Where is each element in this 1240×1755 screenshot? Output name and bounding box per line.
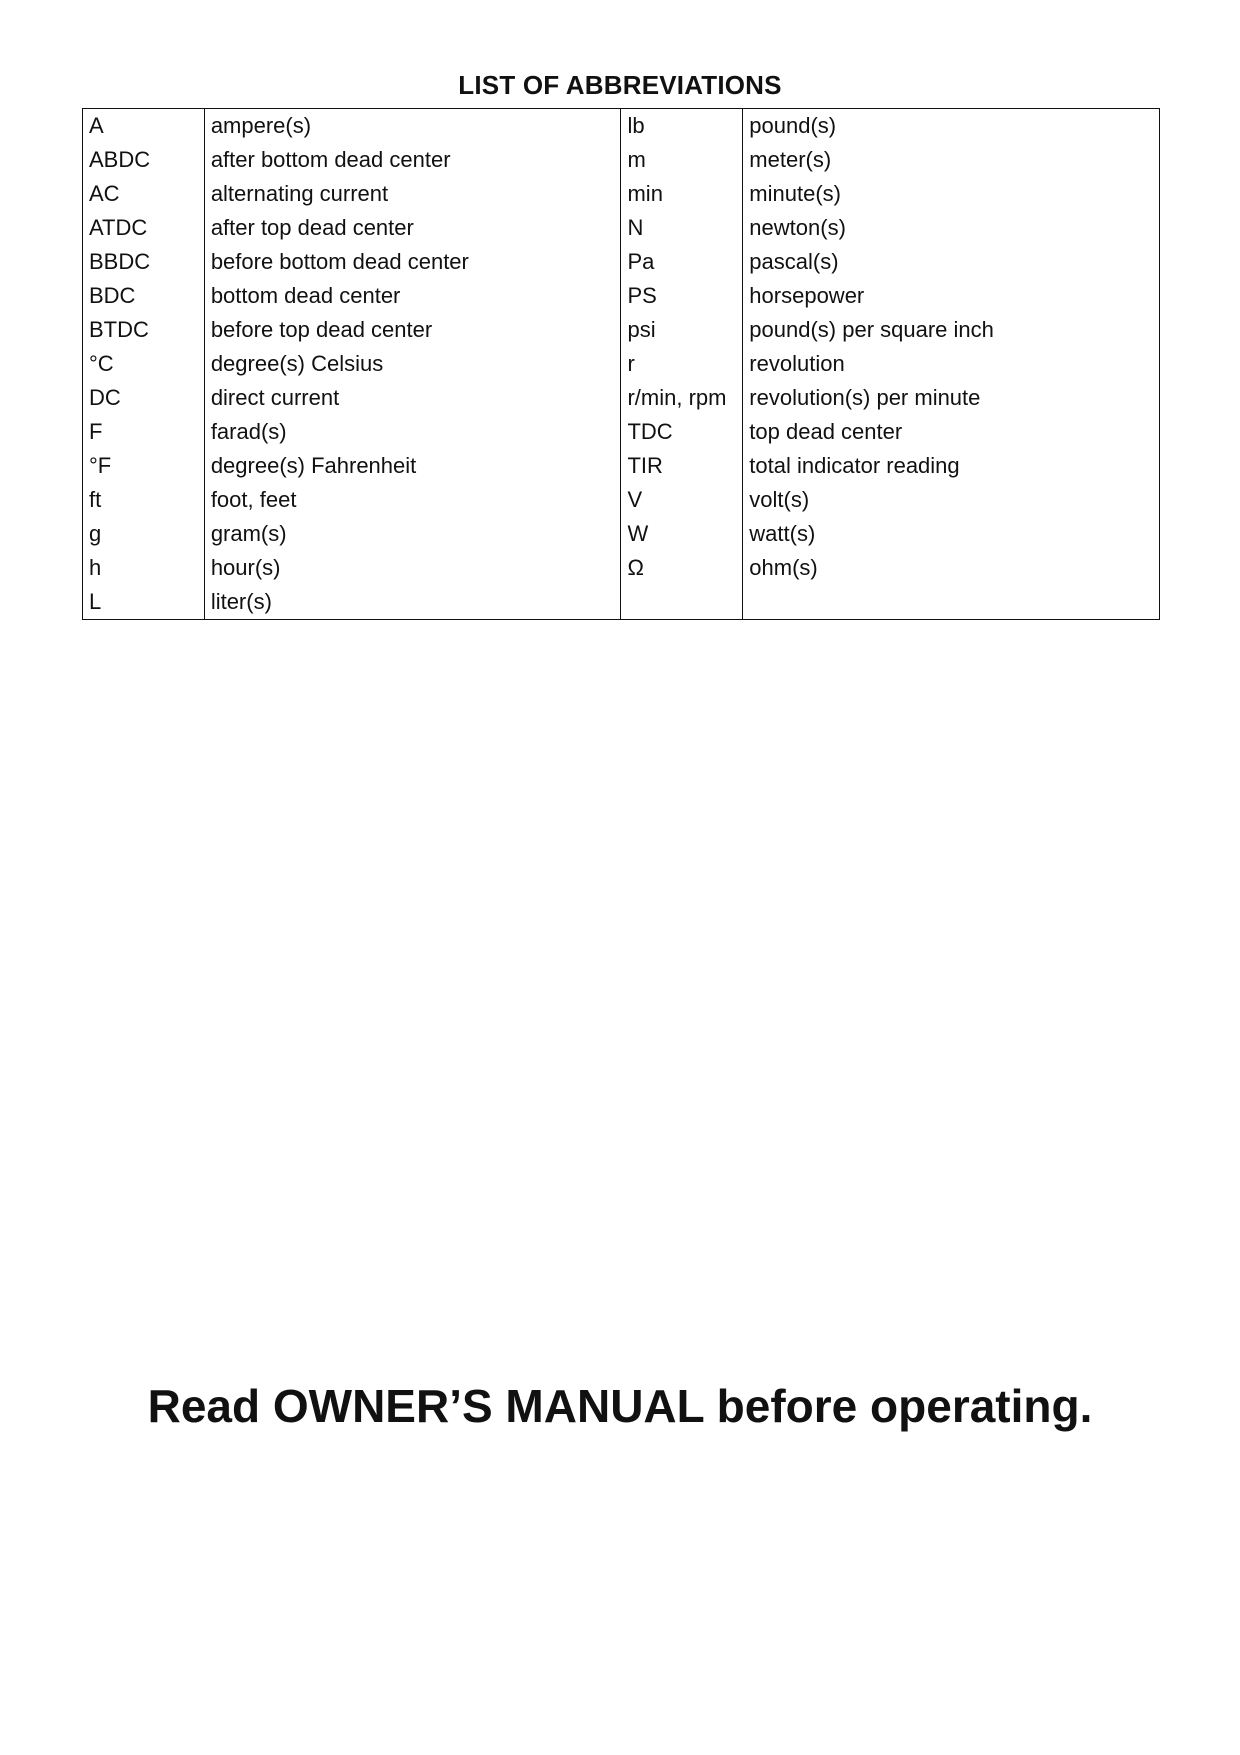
abbreviation-cell: Pa	[621, 245, 743, 279]
meaning-cell: pascal(s)	[743, 245, 1160, 279]
abbreviation-cell: N	[621, 211, 743, 245]
table-row	[83, 551, 1160, 585]
meaning-cell	[743, 585, 1160, 620]
abbreviation-cell: °C	[83, 347, 205, 381]
abbreviation-cell: min	[621, 177, 743, 211]
abbreviation-cell: lb	[621, 109, 743, 144]
abbreviation-cell: °F	[83, 449, 205, 483]
meaning-cell: hour(s)	[204, 551, 621, 585]
table-row	[83, 109, 1160, 144]
abbreviation-cell: TDC	[621, 415, 743, 449]
meaning-cell: foot, feet	[204, 483, 621, 517]
table-row	[83, 143, 1160, 177]
meaning-cell: bottom dead center	[204, 279, 621, 313]
table-row	[83, 177, 1160, 211]
meaning-cell: watt(s)	[743, 517, 1160, 551]
abbreviation-cell: TIR	[621, 449, 743, 483]
abbreviation-cell: W	[621, 517, 743, 551]
meaning-cell: total indicator reading	[743, 449, 1160, 483]
meaning-cell: ohm(s)	[743, 551, 1160, 585]
meaning-cell: degree(s) Celsius	[204, 347, 621, 381]
meaning-cell: horsepower	[743, 279, 1160, 313]
meaning-cell: meter(s)	[743, 143, 1160, 177]
abbreviation-cell: r	[621, 347, 743, 381]
abbreviation-cell: DC	[83, 381, 205, 415]
meaning-cell: direct current	[204, 381, 621, 415]
table-row	[83, 449, 1160, 483]
meaning-cell: before top dead center	[204, 313, 621, 347]
table-row	[83, 313, 1160, 347]
abbreviation-cell: BTDC	[83, 313, 205, 347]
abbreviation-cell: V	[621, 483, 743, 517]
abbreviation-cell: A	[83, 109, 205, 144]
table-row	[83, 279, 1160, 313]
table-row	[83, 415, 1160, 449]
table-row	[83, 347, 1160, 381]
meaning-cell: top dead center	[743, 415, 1160, 449]
meaning-cell: pound(s) per square inch	[743, 313, 1160, 347]
meaning-cell: farad(s)	[204, 415, 621, 449]
meaning-cell: revolution(s) per minute	[743, 381, 1160, 415]
table-row	[83, 381, 1160, 415]
meaning-cell: before bottom dead center	[204, 245, 621, 279]
abbreviation-cell: m	[621, 143, 743, 177]
abbreviation-cell: ABDC	[83, 143, 205, 177]
meaning-cell: minute(s)	[743, 177, 1160, 211]
meaning-cell: after top dead center	[204, 211, 621, 245]
table-row	[83, 483, 1160, 517]
abbreviation-cell	[621, 585, 743, 620]
meaning-cell: pound(s)	[743, 109, 1160, 144]
table-row	[83, 211, 1160, 245]
abbreviation-cell: ATDC	[83, 211, 205, 245]
page-title: LIST OF ABBREVIATIONS	[458, 70, 782, 100]
owners-manual-notice: Read OWNER’S MANUAL before operating.	[147, 1380, 1093, 1432]
meaning-cell: revolution	[743, 347, 1160, 381]
abbreviation-cell: Ω	[621, 551, 743, 585]
abbreviation-cell: BBDC	[83, 245, 205, 279]
abbreviation-cell: F	[83, 415, 205, 449]
abbreviation-cell: BDC	[83, 279, 205, 313]
abbreviations-table	[82, 108, 1160, 620]
table-row	[83, 517, 1160, 551]
table-row	[83, 585, 1160, 620]
abbreviation-cell: h	[83, 551, 205, 585]
abbreviation-cell: PS	[621, 279, 743, 313]
meaning-cell: liter(s)	[204, 585, 621, 620]
meaning-cell: newton(s)	[743, 211, 1160, 245]
table-row	[83, 245, 1160, 279]
abbreviation-cell: L	[83, 585, 205, 620]
abbreviation-cell: AC	[83, 177, 205, 211]
meaning-cell: volt(s)	[743, 483, 1160, 517]
meaning-cell: alternating current	[204, 177, 621, 211]
abbreviation-cell: psi	[621, 313, 743, 347]
abbreviation-cell: ft	[83, 483, 205, 517]
meaning-cell: degree(s) Fahrenheit	[204, 449, 621, 483]
abbreviation-cell: r/min, rpm	[621, 381, 743, 415]
abbreviation-cell: g	[83, 517, 205, 551]
meaning-cell: after bottom dead center	[204, 143, 621, 177]
meaning-cell: gram(s)	[204, 517, 621, 551]
meaning-cell: ampere(s)	[204, 109, 621, 144]
